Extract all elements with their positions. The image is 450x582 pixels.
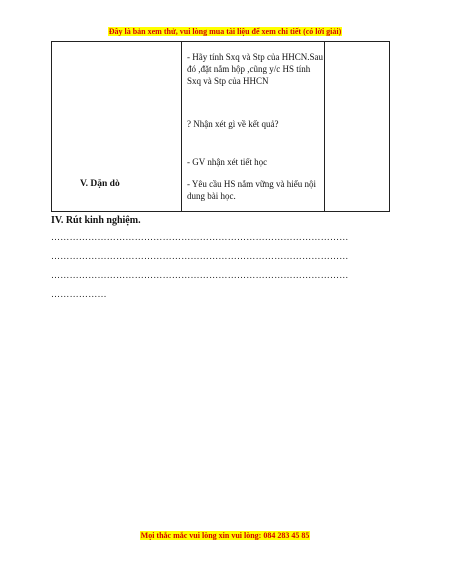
activity-teacher-review: - GV nhận xét tiết học [187, 157, 268, 167]
dotted-line: ……………… [51, 289, 107, 299]
dotted-line: …………………………………………………………………………………… [51, 270, 349, 280]
contact-banner [0, 531, 450, 540]
dotted-line: …………………………………………………………………………………… [51, 251, 349, 261]
contact-text: Mọi thắc mắc vui lòng xin vui lòng: 084 283 45 85 [140, 531, 310, 540]
table-column-divider [324, 42, 325, 211]
activity-homework: - Yêu cầu HS nắm vững và hiểu nội dung bài học. [187, 179, 317, 201]
activity-question: ? Nhận xét gì về kết quả? [187, 119, 279, 129]
lesson-plan-table [51, 41, 390, 212]
table-column-divider [181, 42, 182, 211]
dotted-line: …………………………………………………………………………………… [51, 232, 349, 242]
section-label-dan-do: V. Dặn dò [80, 179, 120, 189]
preview-notice-banner [0, 27, 450, 36]
activity-calc-area: - Hãy tính Sxq và Stp của HHCN.Sau đó ,đặt nắm hộp ,cũng y/c HS tính Sxq và Stp của HHCN [187, 52, 323, 86]
preview-notice-text: Đây là bản xem thử, vui lòng mua tài liệu để xem chi tiết (có lời giải) [108, 27, 342, 36]
experience-heading: IV. Rút kinh nghiệm. [51, 215, 141, 226]
